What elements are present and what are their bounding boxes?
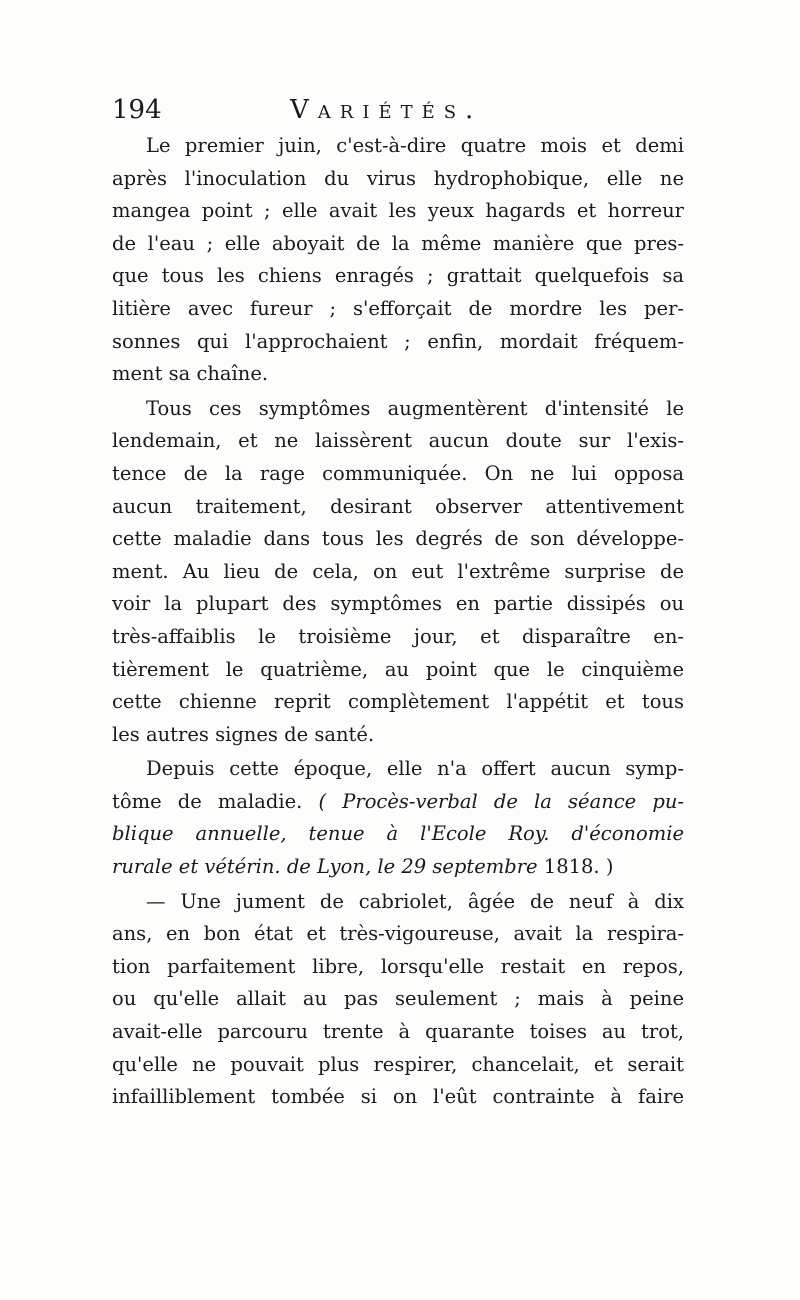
- text-line: cette chienne reprit complètement l'appétit et tous: [112, 690, 684, 714]
- text-line: après l'inoculation du virus hydrophobique, elle ne: [112, 166, 684, 190]
- paragraph-first-june: [112, 130, 684, 391]
- text-line: voir la plupart des symptômes en partie dissipés ou: [112, 592, 684, 616]
- text-line: de l'eau ; elle aboyait de la même manière que pres-: [112, 231, 684, 255]
- citation-text: rurale et vétérin. de Lyon, le 29 septembre: [112, 855, 538, 879]
- page-number: 194: [112, 95, 162, 125]
- citation-line: blique annuelle, tenue à l'Ecole Roy. d'économie: [112, 822, 684, 846]
- paragraph-since-then: [112, 753, 684, 883]
- paragraph-symptoms: [112, 393, 684, 752]
- body-text: [112, 130, 684, 1116]
- citation-year: 1818. ): [537, 855, 614, 879]
- text-line: ans, en bon état et très-vigoureuse, avait la respira-: [112, 922, 684, 946]
- text-line: tièrement le quatrième, au point que le cinquième: [112, 657, 684, 681]
- text-line: ment sa chaîne.: [112, 362, 269, 386]
- text-line: Depuis cette époque, elle n'a offert aucun symp-: [146, 757, 684, 781]
- text-line: qu'elle ne pouvait plus respirer, chancelait, et serait: [112, 1052, 684, 1076]
- citation-text: ( Procès-verbal de la séance pu-: [318, 789, 684, 813]
- text-line: aucun traitement, desirant observer attentivement: [112, 494, 684, 518]
- text-line: mangea point ; elle avait les yeux hagards et horreur: [112, 199, 684, 223]
- running-title: Variétés.: [290, 95, 483, 125]
- paragraph-mare: [112, 886, 684, 1114]
- text-line: ou qu'elle allait au pas seulement ; mais à peine: [112, 987, 684, 1011]
- text-line: Le premier juin, c'est-à-dire quatre mois et demi: [146, 134, 684, 157]
- text-line: sonnes qui l'approchaient ; enfin, mordait fréquem-: [112, 329, 684, 353]
- text-segment: tôme de maladie.: [112, 789, 319, 813]
- text-line-with-citation: [112, 786, 684, 819]
- text-line: infailliblement tombée si on l'eût contrainte à faire: [112, 1085, 684, 1109]
- text-line: les autres signes de santé.: [112, 722, 375, 746]
- text-line: tion parfaitement libre, lorsqu'elle restait en repos,: [112, 954, 684, 978]
- running-head: [112, 95, 692, 135]
- text-line: cette maladie dans tous les degrés de son développe-: [112, 527, 684, 551]
- text-line: lendemain, et ne laissèrent aucun doute sur l'exis-: [112, 429, 684, 453]
- text-line: Tous ces symptômes augmentèrent d'intensité le: [146, 396, 684, 420]
- text-line: avait-elle parcouru trente à quarante toises au trot,: [112, 1020, 684, 1044]
- text-line: très-affaiblis le troisième jour, et disparaître en-: [112, 624, 684, 648]
- citation-line: [112, 851, 684, 884]
- text-line: litière avec fureur ; s'efforçait de mordre les per-: [112, 296, 684, 320]
- text-line: tence de la rage communiquée. On ne lui opposa: [112, 461, 684, 485]
- text-line: que tous les chiens enragés ; grattait quelquefois sa: [112, 264, 684, 288]
- text-line: — Une jument de cabriolet, âgée de neuf à dix: [146, 889, 684, 913]
- text-line: ment. Au lieu de cela, on eut l'extrême surprise de: [112, 559, 684, 583]
